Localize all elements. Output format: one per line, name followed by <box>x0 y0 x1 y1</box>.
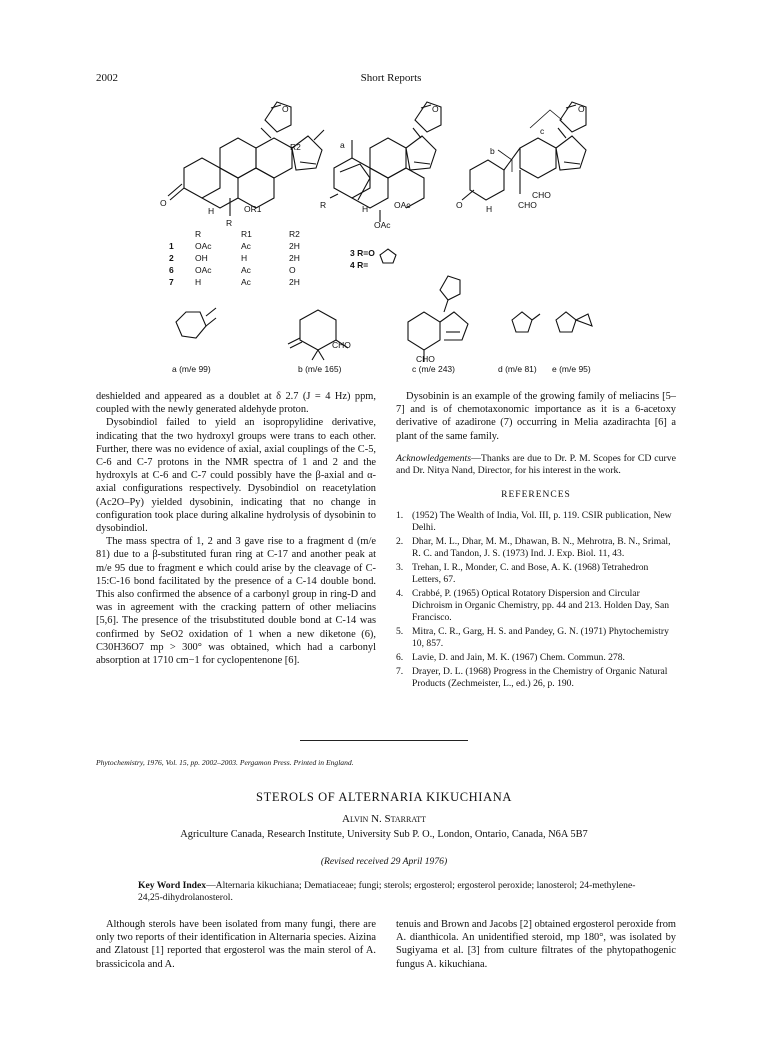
label-cho-5b: CHO <box>518 200 537 210</box>
paragraph: deshielded and appeared as a doublet at δ 2.7 (J = 4 Hz) ppm, coupled with the newly generated aldehyde proton. <box>96 391 376 416</box>
article-affiliation: Agriculture Canada, Research Institute, University Sub P. O., London, Ontario, Canada, N6A 5B7 <box>180 829 588 840</box>
col-r2: R2 <box>289 229 300 239</box>
paragraph: Dysobindiol failed to yield an isopropylidine derivative, indicating that the two hydroxyl groups were trans to each other. Further, there was no evidence of axial, axial couplings of the C-5, C-6 and C-7 protons in the NMR spectra of 1 and 2 and the hydroxyls at C-6 and C-7 could possibly have the β-axial and α-axial configurations respectively. Dysobindiol on reacetylation (Ac2O–Py) yielded dysobinin, indicating that no change in configuration took place during alkaline hydrolysis of dysobinin to dysobindiol. <box>96 417 376 535</box>
references-list <box>396 510 676 690</box>
fragment-a <box>176 308 216 338</box>
article2-right-column <box>396 918 676 971</box>
paragraph: Dysobinin is an example of the growing family of meliacins [5–7] and is of chemotaxonomic importance as it is a 6-acetoxy derivative of azadirone (7) occurring in Melia azadirachta [6] a plant of the same family. <box>396 391 676 442</box>
right-column <box>396 390 676 692</box>
label-or1: OR1 <box>244 204 262 214</box>
keywords-text: —Alternaria kikuchiana; Dematiaceae; fungi; sterols; ergosterol; ergosterol peroxide; lanosterol; 24-methylene-24,25-dihydrolanosterol. <box>138 880 636 903</box>
label-r: R <box>226 218 233 228</box>
fragment-c <box>408 276 468 362</box>
label-o-5: O <box>456 200 463 210</box>
journal-footer: Phytochemistry, 1976, Vol. 15, pp. 2002–2003. Pergamon Press. Printed in England. <box>96 758 354 767</box>
compound-4-label: 4 R= <box>350 260 369 270</box>
fragment-e <box>556 312 592 332</box>
fragment-b-cho: CHO <box>332 340 351 350</box>
acknowledgements-text: —Thanks are due to Dr. P. M. Scopes for CD curve and Dr. Nitya Nand, Director, for his interest in the work. <box>396 452 676 476</box>
structure-3-4 <box>330 102 441 222</box>
label-o-1: O <box>160 198 167 208</box>
list-item: 3. Trehan, I. R., Monder, C. and Bose, A. K. (1968) Tetrahedron Letters, 67. <box>396 562 649 586</box>
table-row: 6 OAc Ac O <box>169 265 296 275</box>
label-b-arrow: b <box>490 146 495 156</box>
label-cho-5a: CHO <box>532 190 551 200</box>
label-o-furan-1: O <box>282 104 289 114</box>
label-oac-3a: OAc <box>394 200 411 210</box>
fragment-e-label: e (m/e 95) <box>552 364 591 374</box>
substituent-table <box>168 228 320 288</box>
references-title: REFERENCES <box>501 489 571 500</box>
table-row: 1 OAc Ac 2H <box>169 241 300 251</box>
col-r1: R1 <box>241 229 252 239</box>
label-r-3: R <box>320 200 327 210</box>
list-item: 7. Drayer, D. L. (1968) Progress in the Chemistry of Organic Natural Products (Zechmeister, L., ed.) 26, p. 190. <box>396 666 668 690</box>
acknowledgements <box>396 453 676 477</box>
table-row: 2 OH H 2H <box>169 253 300 263</box>
label-h-1: H <box>208 206 215 216</box>
separator-rule <box>300 740 468 741</box>
article-title: STEROLS OF ALTERNARIA KIKUCHIANA <box>256 790 512 804</box>
paragraph: tenuis and Brown and Jacobs [2] obtained ergosterol peroxide from A. dianthicola. An unidentified steroid, mp 180°, was isolated by Sugiyama et al. [3] from culture filtrates of the phytopathogenic fungus A. kikuchiana. <box>396 919 676 970</box>
left-column <box>96 390 376 667</box>
chemical-structures-figure <box>0 0 768 380</box>
label-o-furan-3: O <box>432 104 439 114</box>
article-author: Alvin N. Starratt <box>342 813 426 825</box>
article-revised: (Revised received 29 April 1976) <box>320 856 448 867</box>
list-item: 2. Dhar, M. L., Dhar, M. M., Dhawan, B. N., Mehrotra, B. N., Srimal, R. C. and Tandon, J. S. (1973) Ind. J. Exp. Biol. 11, 43. <box>396 536 671 560</box>
fragment-d <box>512 312 540 332</box>
label-h-5: H <box>486 204 493 214</box>
table-row: 7 H Ac 2H <box>169 277 300 287</box>
acknowledgements-label: Acknowledgements <box>396 452 472 464</box>
compound-3-label: 3 R=O <box>350 248 375 258</box>
fragment-d-label: d (m/e 81) <box>498 364 537 374</box>
list-item: 5. Mitra, C. R., Garg, H. S. and Pandey, G. N. (1971) Phytochemistry 10, 857. <box>396 626 669 650</box>
label-r2: R2 <box>290 142 301 152</box>
label-o-furan-5: O <box>578 104 585 114</box>
list-item: 6. Lavie, D. and Jain, M. K. (1967) Chem. Commun. 278. <box>396 652 625 664</box>
col-r: R <box>195 229 202 239</box>
page-number: 2002 <box>96 72 118 84</box>
fragment-a-label: a (m/e 99) <box>172 364 211 374</box>
fragment-c-label: c (m/e 243) <box>412 364 455 374</box>
article2-left-column <box>96 918 376 971</box>
label-c-arrow: c <box>540 126 545 136</box>
paragraph: Although sterols have been isolated from many fungi, there are only two reports of their identification in Alternaria species. Aizina and Zlatoust [1] reported that ergosterol was the main sterol of A. brassicicola and A. <box>96 919 376 970</box>
dioxolane-icon <box>380 249 396 263</box>
paragraph: The mass spectra of 1, 2 and 3 gave rise to a fragment d (m/e 81) due to a β-substituted furan ring at C-17 and another peak at m/e 95 due to fragment e which could arise by the cleavage of C-15:C-16 bond facilitated by the presence of a C-14 double bond. This also confirmed the absence of a carbonyl group in ring-D and was in agreement with the cracking pattern of other meliacins [5,6]. The presence of the trisubstituted double bond at C-14 was confirmed by SeO2 oxidation of 1 when a new diketone (6), C30H36O7 mp > 300° was obtained, which had a carbonyl absorption at 1710 cm−1 for cyclopentenone [6]. <box>96 536 376 667</box>
key-word-index <box>138 880 638 904</box>
running-title: Short Reports <box>360 72 422 84</box>
fragment-b-label: b (m/e 165) <box>298 364 342 374</box>
keywords-label: Key Word Index <box>138 880 207 891</box>
fragment-c-cho: CHO <box>416 354 435 364</box>
fragment-b <box>288 310 348 360</box>
list-item: 1. (1952) The Wealth of India, Vol. III, p. 119. CSIR publication, New Delhi. <box>396 510 672 534</box>
structure-1-7 <box>168 102 327 216</box>
label-h-3: H <box>362 204 369 214</box>
list-item: 4. Crabbé, P. (1965) Optical Rotatory Dispersion and Circular Dichroism in Organic Chemistry, pp. 44 and 213. Holden Day, San Francisco. <box>396 588 670 624</box>
label-oac-3b: OAc <box>374 220 391 230</box>
label-a-arrow: a <box>340 140 345 150</box>
structure-5 <box>462 102 586 200</box>
